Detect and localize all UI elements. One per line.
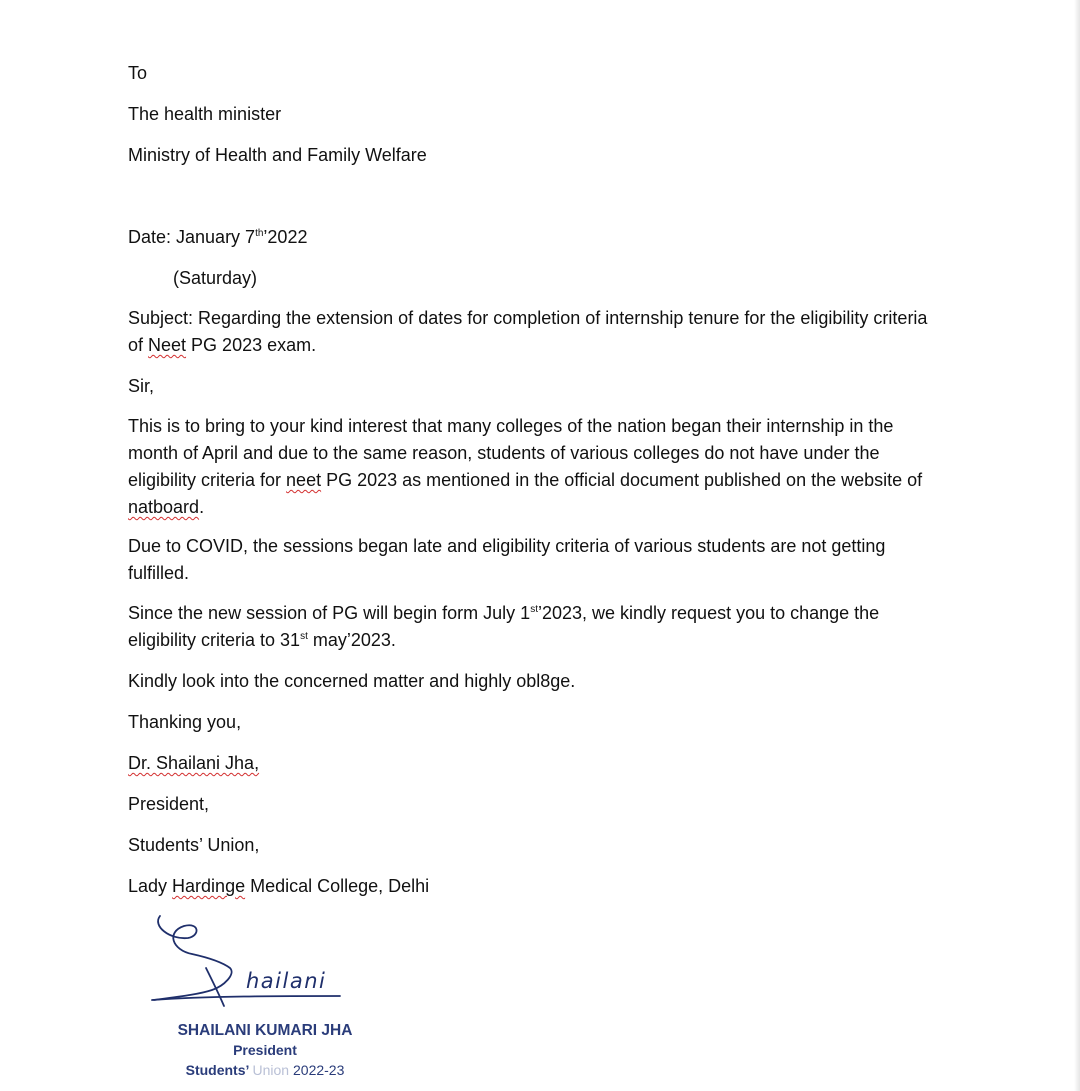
subject-text: Subject: Regarding the extension of dates for completion of internship tenure for the eligibility criteria of bbox=[128, 308, 928, 355]
paragraph-covid: Due to COVID, the sessions began late and eligibility criteria of various students are not getting fulfilled. bbox=[128, 536, 886, 583]
date-superscript: th bbox=[255, 228, 264, 239]
signer-union: Students’ Union, bbox=[128, 835, 260, 855]
page-edge bbox=[1074, 0, 1080, 1091]
para3-text-middle: ’2023, we kindly request you to change the eligibility criteria to 31 bbox=[128, 603, 880, 650]
stamp-year: 2022-23 bbox=[293, 1062, 345, 1078]
para3-superscript-1: st bbox=[530, 604, 538, 615]
date-prefix: Date: January 7 bbox=[128, 227, 256, 247]
stamp-name: SHAILANI KUMARI JHA bbox=[177, 1022, 353, 1039]
stamp-organization bbox=[150, 1059, 380, 1081]
handwritten-signature bbox=[148, 910, 348, 1010]
salutation-to: To bbox=[128, 63, 148, 83]
para3-superscript-2: st bbox=[300, 631, 308, 642]
para3-text-end: may’2023. bbox=[307, 630, 396, 650]
stamp-role: President bbox=[233, 1042, 297, 1058]
official-stamp bbox=[150, 1020, 380, 1081]
letter-subject bbox=[128, 305, 940, 359]
signer-name bbox=[128, 750, 259, 777]
para1-text: This is to bring to your kind interest that many colleges of the nation began their internship in the month of April and due to the same reason, students of various colleges do not have under the eligibility criteria for bbox=[128, 416, 894, 490]
paragraph-request-dates bbox=[128, 600, 940, 654]
para1-flagged-word-neet: neet bbox=[286, 470, 322, 490]
signer-college bbox=[128, 873, 429, 900]
letter-weekday: (Saturday) bbox=[173, 268, 258, 288]
subject-flagged-word: Neet bbox=[148, 335, 187, 355]
college-text-end: Medical College, Delhi bbox=[245, 876, 430, 896]
para1-text-end: . bbox=[199, 497, 205, 517]
signature-text: hailani bbox=[246, 969, 327, 993]
signer-role: President, bbox=[128, 794, 210, 814]
signature-downstroke bbox=[206, 968, 224, 1006]
signer-name-text: Dr. Shailani Jha, bbox=[128, 753, 260, 773]
recipient-title: The health minister bbox=[128, 104, 282, 124]
para3-text: Since the new session of PG will begin form July 1 bbox=[128, 603, 531, 623]
college-flagged-word: Hardinge bbox=[172, 876, 246, 896]
paragraph-internship bbox=[128, 413, 940, 521]
stamp-org-faded: Union bbox=[252, 1062, 290, 1078]
closing-request: Kindly look into the concerned matter and highly obl8ge. bbox=[128, 671, 576, 691]
stamp-org-visible: Students’ bbox=[185, 1062, 249, 1078]
recipient-ministry: Ministry of Health and Family Welfare bbox=[128, 145, 427, 165]
letter-date bbox=[128, 224, 307, 251]
closing-thanks: Thanking you, bbox=[128, 712, 242, 732]
signature-flourish bbox=[154, 916, 232, 1000]
para1-flagged-word-natboard: natboard bbox=[128, 497, 200, 517]
date-year: ’2022 bbox=[263, 227, 308, 247]
greeting: Sir, bbox=[128, 376, 155, 396]
subject-text-end: PG 2023 exam. bbox=[186, 335, 317, 355]
para1-text-middle: PG 2023 as mentioned in the official document published on the website of bbox=[321, 470, 923, 490]
college-text: Lady bbox=[128, 876, 173, 896]
